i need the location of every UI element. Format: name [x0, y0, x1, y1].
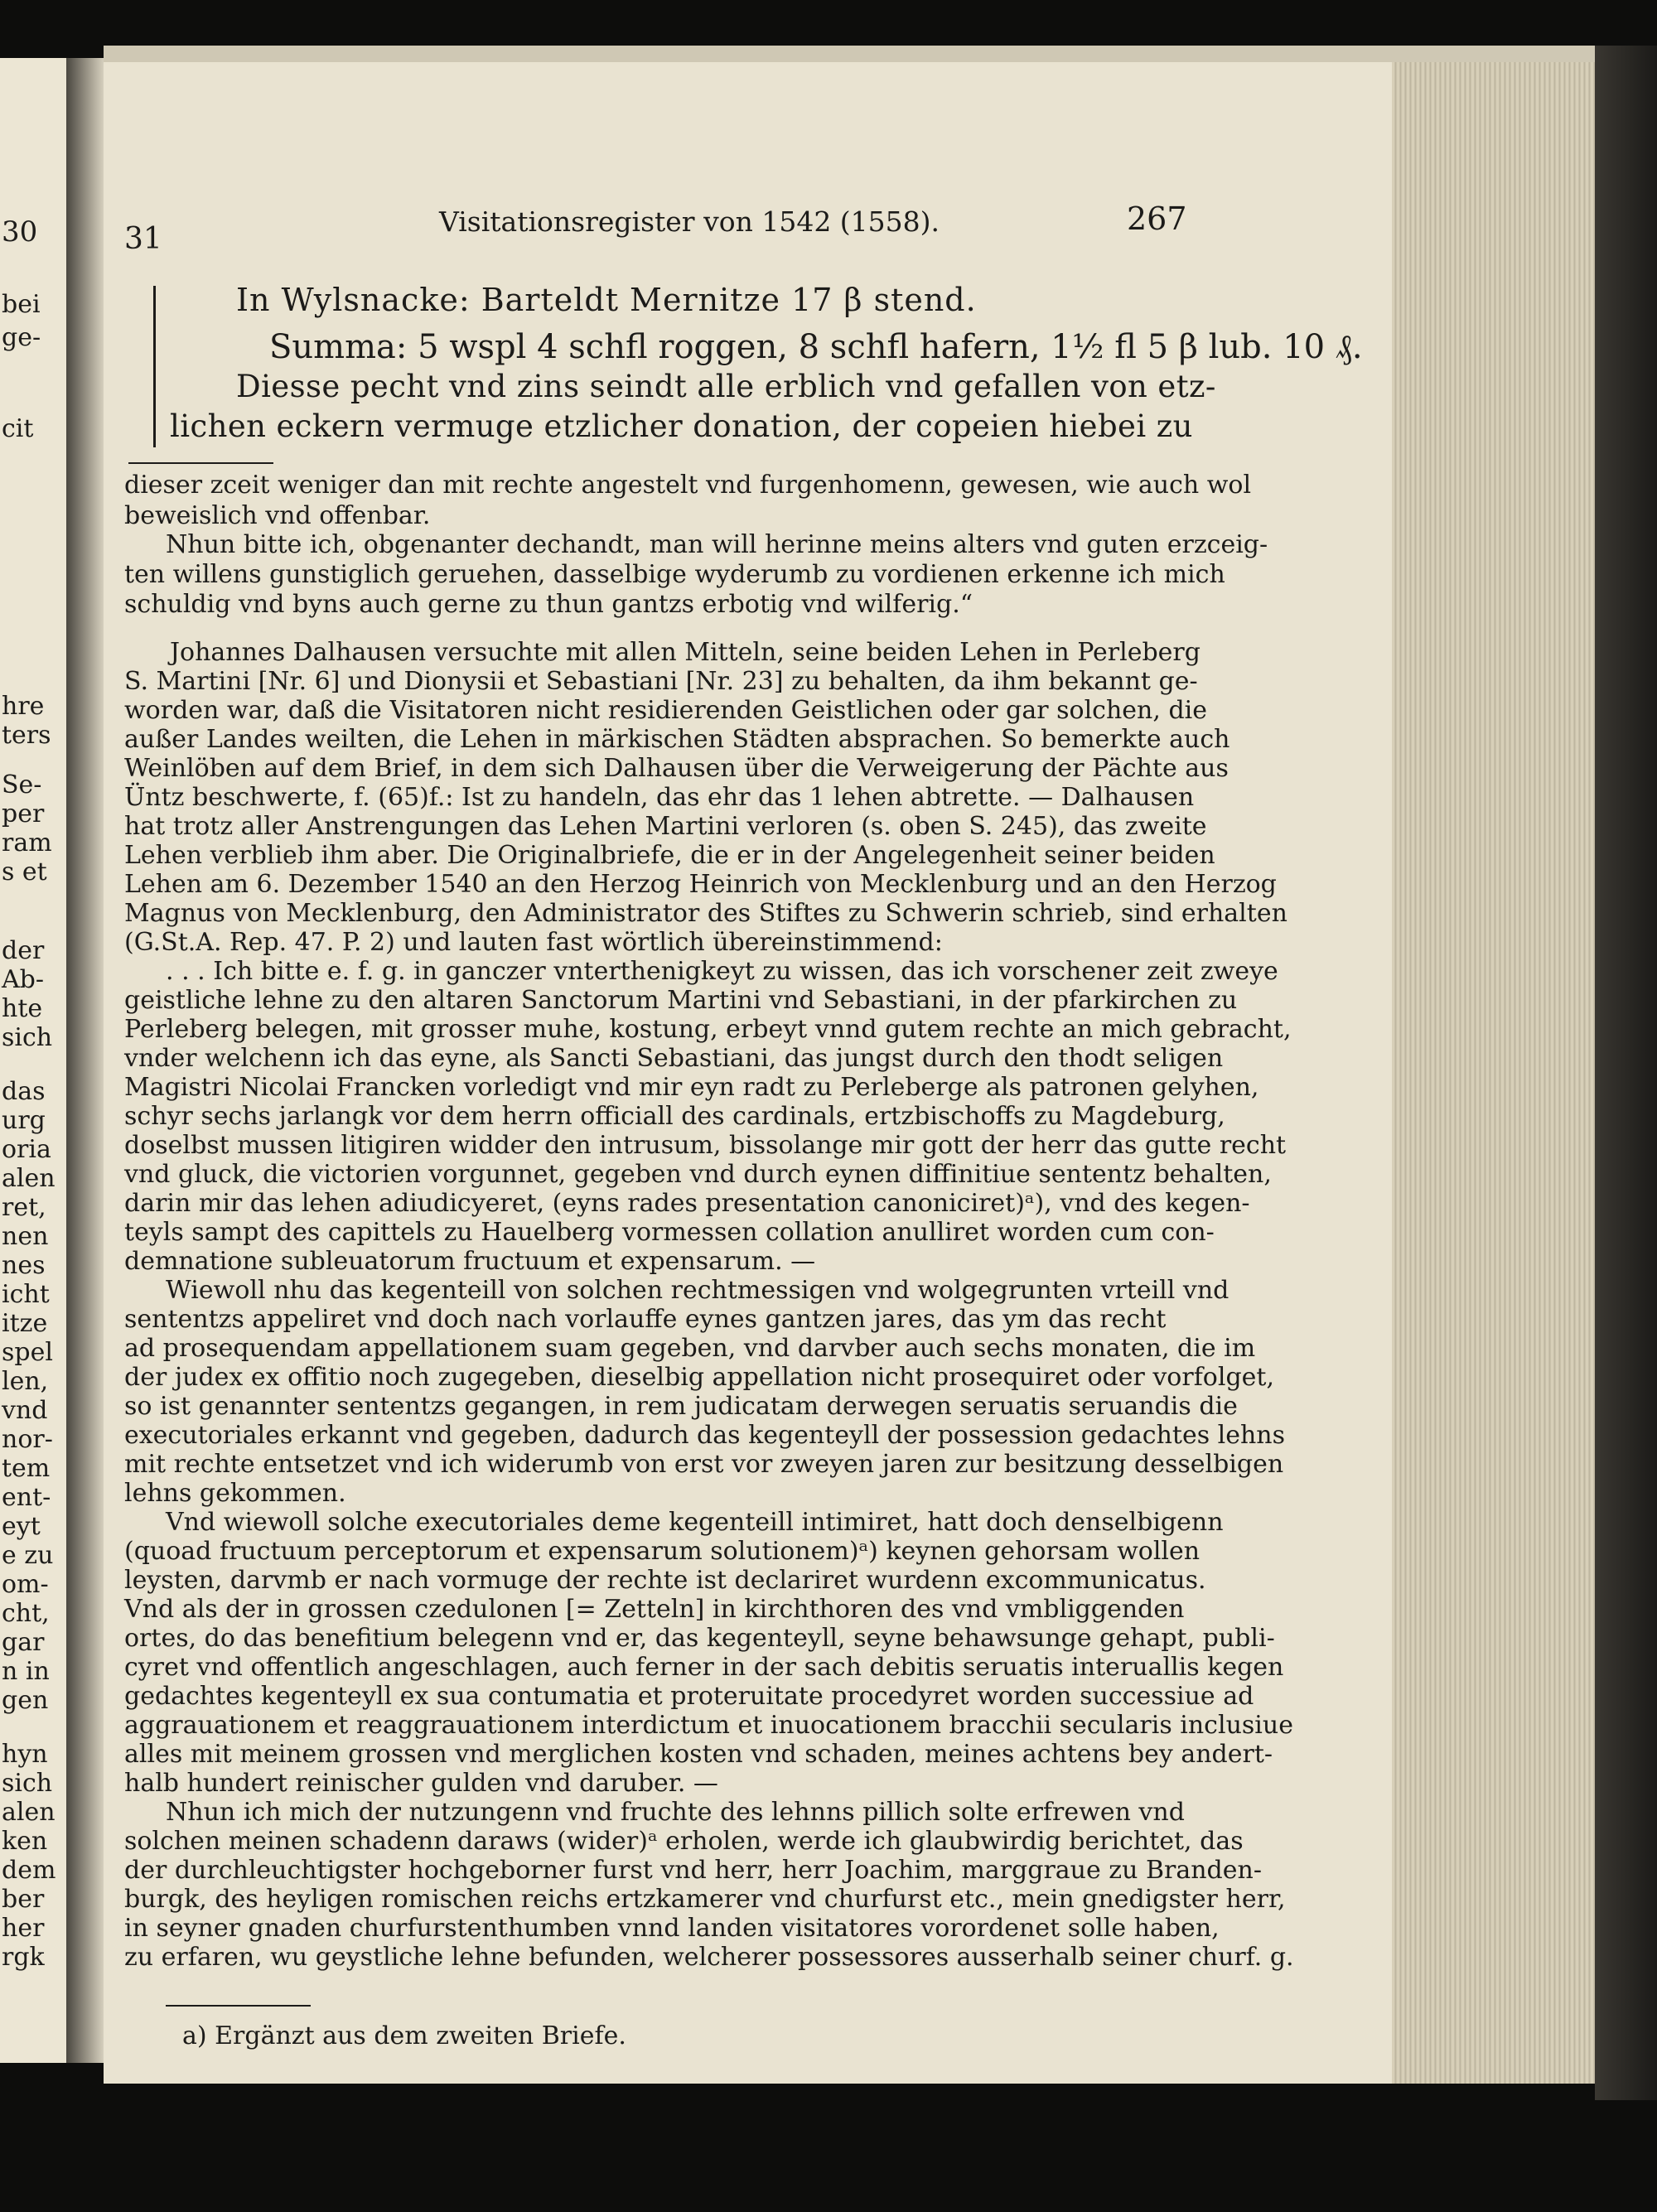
left-page-fragment: alen	[2, 1164, 56, 1193]
letter-line: der durchleuchtigster hochgeborner furst vnd herr, herr Joachim, marggraue zu Branden-	[124, 1856, 1262, 1885]
left-page-fragment: om-	[2, 1570, 49, 1599]
letter-line: in seyner gnaden churfurstenthumben vnnd landen visitatores vorordenet solle haben,	[124, 1914, 1220, 1943]
left-page-fragment: ge-	[2, 323, 41, 352]
left-page-fragment: nor-	[2, 1425, 53, 1454]
left-page-fragment: vnd	[2, 1396, 48, 1425]
left-page-fragment: spel	[2, 1338, 53, 1367]
left-page-fragment: nen	[2, 1222, 49, 1251]
commentary-line: Lehen verblieb ihm aber. Die Originalbriefe, die er in der Angelegenheit seiner beiden	[124, 841, 1215, 870]
letter-line: demnatione subleuatorum fructuum et expensarum. —	[124, 1247, 816, 1276]
quote-line: schuldig vnd byns auch gerne zu thun gantzs erbotig vnd wilferig.“	[124, 590, 973, 619]
footnote: a) Ergänzt aus dem zweiten Briefe.	[182, 2021, 626, 2050]
page-edges-stack	[1392, 62, 1595, 2084]
left-page-fragment: nes	[2, 1251, 46, 1280]
letter-line: schyr sechs jarlangk vor dem herrn officiall des cardinals, ertzbischoffs zu Magdeburg,	[124, 1102, 1225, 1131]
left-page-fragment: der	[2, 936, 45, 965]
left-page-fragment: ram	[2, 828, 52, 857]
left-page-fragment: ber	[2, 1885, 45, 1914]
letter-line: solchen meinen schadenn daraws (wider)ᵃ erholen, werde ich glaubwirdig berichtet, das	[124, 1827, 1244, 1856]
quote-line: Nhun bitte ich, obgenanter dechandt, man will herinne meins alters vnd guten erzceig-	[166, 530, 1268, 559]
left-page-fragment: cht,	[2, 1599, 50, 1628]
letter-line: geistliche lehne zu den altaren Sanctorum Martini vnd Sebastiani, in der pfarkirchen zu	[124, 986, 1238, 1015]
left-page-fragment: itze	[2, 1309, 48, 1338]
left-page-fragment: s et	[2, 857, 47, 886]
letter-line: Vnd als der in grossen czedulonen [= Zetteln] in kirchthoren des vnd vmbliggenden	[124, 1595, 1185, 1624]
letter-line: mit rechte entsetzet vnd ich widerumb von erst vor zweyen jaren zur besitzung desselbigen	[124, 1450, 1284, 1479]
commentary-line: außer Landes weilten, die Lehen in märkischen Städten absprachen. So bemerkte auch	[124, 725, 1230, 754]
left-page-fragment: sich	[2, 1769, 53, 1798]
commentary-line: S. Martini [Nr. 6] und Dionysii et Sebastiani [Nr. 23] zu behalten, da ihm bekannt ge-	[124, 667, 1198, 696]
letter-line: sententzs appeliret vnd doch nach vorlauffe eynes gantzen jares, das ym das recht	[124, 1305, 1167, 1334]
letter-line: lehns gekommen.	[124, 1479, 346, 1508]
left-page-fragment: len,	[2, 1367, 49, 1396]
letter-line: alles mit meinem grossen vnd merglichen kosten vnd schaden, meines achtens bey andert-	[124, 1740, 1273, 1769]
left-page-fragment: ken	[2, 1827, 48, 1856]
letter-line: . . . Ich bitte e. f. g. in ganczer vnterthenigkeyt zu wissen, das ich vorschener zeit zweye	[166, 957, 1278, 986]
left-page-fragment: ret,	[2, 1193, 46, 1222]
left-page-fragment: her	[2, 1914, 45, 1943]
left-page-fragment: gar	[2, 1628, 45, 1657]
commentary-line: Üntz beschwerte, f. (65)f.: Ist zu handeln, das ehr das 1 lehen abtrette. — Dalhausen	[124, 783, 1195, 812]
commentary-line: Magnus von Mecklenburg, den Administrator des Stiftes zu Schwerin schrieb, sind erhalten	[124, 899, 1287, 928]
letter-line: zu erfaren, wu geystliche lehne befunden, welcherer possessores ausserhalb seiner churf. g.	[124, 1943, 1294, 1972]
commentary-line: Weinlöben auf dem Brief, in dem sich Dalhausen über die Verweigerung der Pächte aus	[124, 754, 1229, 783]
letter-line: aggrauationem et reaggrauationem interdictum et inuocationem bracchii secularis inclusiue	[124, 1711, 1293, 1740]
left-page-fragment: e zu	[2, 1541, 54, 1570]
book-top-edge	[104, 46, 1595, 62]
letter-line: doselbst mussen litigiren widder den intrusum, bissolange mir gott der herr das gutte recht	[124, 1131, 1287, 1160]
letter-line: (quoad fructuum perceptorum et expensarum solutionem)ᵃ) keynen gehorsam wollen	[124, 1537, 1200, 1566]
letter-line: Vnd wiewoll solche executoriales deme kegenteill intimiret, hatt doch denselbigenn	[166, 1508, 1224, 1537]
left-page-fragment: dem	[2, 1856, 56, 1885]
letter-line: halb hundert reinischer gulden vnd daruber. —	[124, 1769, 718, 1798]
wylsnacke-line: In Wylsnacke: Barteldt Mernitze 17 β stend.	[236, 282, 977, 318]
letter-line: darin mir das lehen adiudicyeret, (eyns rades presentation canoniciret)ᵃ), vnd des kegen-	[124, 1189, 1250, 1218]
letter-line: ad prosequendam appellationem suam gegeben, vnd darvber auch sechs monaten, die im	[124, 1334, 1256, 1363]
commentary-line: hat trotz aller Anstrengungen das Lehen Martini verloren (s. oben S. 245), das zweite	[124, 812, 1207, 841]
left-page-number: 31	[124, 222, 162, 256]
commentary-line: Johannes Dalhausen versuchte mit allen Mitteln, seine beiden Lehen in Perleberg	[170, 638, 1200, 667]
quote-line: ten willens gunstiglich geruehen, dasselbige wyderumb zu vordienen erkenne ich mich	[124, 560, 1225, 589]
commentary-line: worden war, daß die Visitatoren nicht residierenden Geistlichen oder gar solchen, die	[124, 696, 1207, 725]
left-page-fragment: per	[2, 799, 45, 828]
commentary-line: Lehen am 6. Dezember 1540 an den Herzog Heinrich von Mecklenburg und an den Herzog	[124, 870, 1277, 899]
letter-line: Wiewoll nhu das kegenteill von solchen rechtmessigen vnd wolgegrunten vrteill vnd	[166, 1276, 1229, 1305]
left-page-fragment: cit	[2, 414, 34, 443]
left-page-fragment: gen	[2, 1686, 49, 1715]
letter-line: Nhun ich mich der nutzungenn vnd fruchte des lehnns pillich solte erfrewen vnd	[166, 1798, 1185, 1827]
summa-line: Summa: 5 wspl 4 schfl roggen, 8 schfl hafern, 1½ fl 5 β lub. 10 ₰.	[269, 328, 1363, 366]
left-page-fragment: urg	[2, 1106, 46, 1135]
letter-line: Magistri Nicolai Francken vorledigt vnd mir eyn radt zu Perleberge als patronen gelyhen,	[124, 1073, 1259, 1102]
left-page-fragment: Se-	[2, 770, 42, 799]
body-line: Diesse pecht vnd zins seindt alle erblich vnd gefallen von etz-	[236, 369, 1216, 404]
quote-line: beweislich vnd offenbar.	[124, 501, 431, 530]
letter-line: teyls sampt des capittels zu Hauelberg vormessen collation anulliret worden cum con-	[124, 1218, 1215, 1247]
commentary-line: (G.St.A. Rep. 47. P. 2) und lauten fast wörtlich übereinstimmend:	[124, 928, 943, 957]
left-page-fragment: n in	[2, 1657, 50, 1686]
letter-line: vnd gluck, die victorien vorgunnet, gegeben vnd durch eynen diffinitiue sententz behalten,	[124, 1160, 1272, 1189]
left-page-fragment: icht	[2, 1280, 50, 1309]
letter-line: der judex ex offitio noch zugegeben, dieselbig appellation nicht prosequiret oder vorfolget,	[124, 1363, 1275, 1392]
letter-line: executoriales erkannt vnd gegeben, dadurch das kegenteyll der possession gedachtes lehns	[124, 1421, 1286, 1450]
letter-line: gedachtes kegenteyll ex sua contumatia et proteruitate procedyret worden successiue ad	[124, 1682, 1254, 1711]
left-page-fragment: hre	[2, 692, 45, 721]
letter-line: Perleberg belegen, mit grosser muhe, kostung, erbeyt vnnd gutem rechte an mich gebracht,	[124, 1015, 1292, 1044]
margin-bar	[153, 286, 156, 447]
left-page-fragment: Ab-	[2, 965, 45, 994]
footnote-rule	[166, 2005, 311, 2007]
running-title: Visitationsregister von 1542 (1558).	[439, 205, 940, 238]
left-page-fragment: das	[2, 1077, 46, 1106]
left-page-fragment: sich	[2, 1023, 53, 1052]
letter-line: leysten, darvmb er nach vormuge der rechte ist declariret wurdenn excommunicatus.	[124, 1566, 1206, 1595]
left-page-fragment: bei	[2, 290, 41, 319]
left-page-fragment: hyn	[2, 1740, 48, 1769]
book-spine	[1595, 46, 1657, 2100]
left-page-fragment: hte	[2, 994, 43, 1023]
left-page-fragment: oria	[2, 1135, 51, 1164]
letter-line: cyret vnd offentlich angeschlagen, auch ferner in der sach debitis seruatis interuallis kegen	[124, 1653, 1284, 1682]
page-number: 267	[1127, 200, 1187, 237]
body-line: lichen eckern vermuge etzlicher donation, der copeien hiebei zu	[170, 408, 1193, 444]
letter-line: so ist genannter sententzs gegangen, in rem judicatam derwegen seruatis seruandis die	[124, 1392, 1238, 1421]
left-page-fragment: rgk	[2, 1943, 45, 1972]
letter-line: ortes, do das benefitium belegenn vnd er, das kegenteyll, seyne behawsunge gehapt, publi-	[124, 1624, 1275, 1653]
gutter-shadow	[66, 58, 108, 2063]
left-page-fragment: ent-	[2, 1483, 51, 1512]
left-page-fragment: tem	[2, 1454, 51, 1483]
left-page-fragment: 30	[2, 215, 38, 249]
left-page-strip	[0, 58, 71, 2063]
section-rule	[128, 462, 273, 464]
left-page-fragment: alen	[2, 1798, 56, 1827]
letter-line: vnder welchenn ich das eyne, als Sancti Sebastiani, das jungst durch den thodt seligen	[124, 1044, 1224, 1073]
letter-line: burgk, des heyligen romischen reichs ertzkamerer vnd churfurst etc., mein gnedigster herr,	[124, 1885, 1286, 1914]
quote-line: dieser zceit weniger dan mit rechte angestelt vnd furgenhomenn, gewesen, wie auch wol	[124, 471, 1252, 500]
left-page-fragment: eyt	[2, 1512, 41, 1541]
left-page-fragment: ters	[2, 721, 51, 750]
